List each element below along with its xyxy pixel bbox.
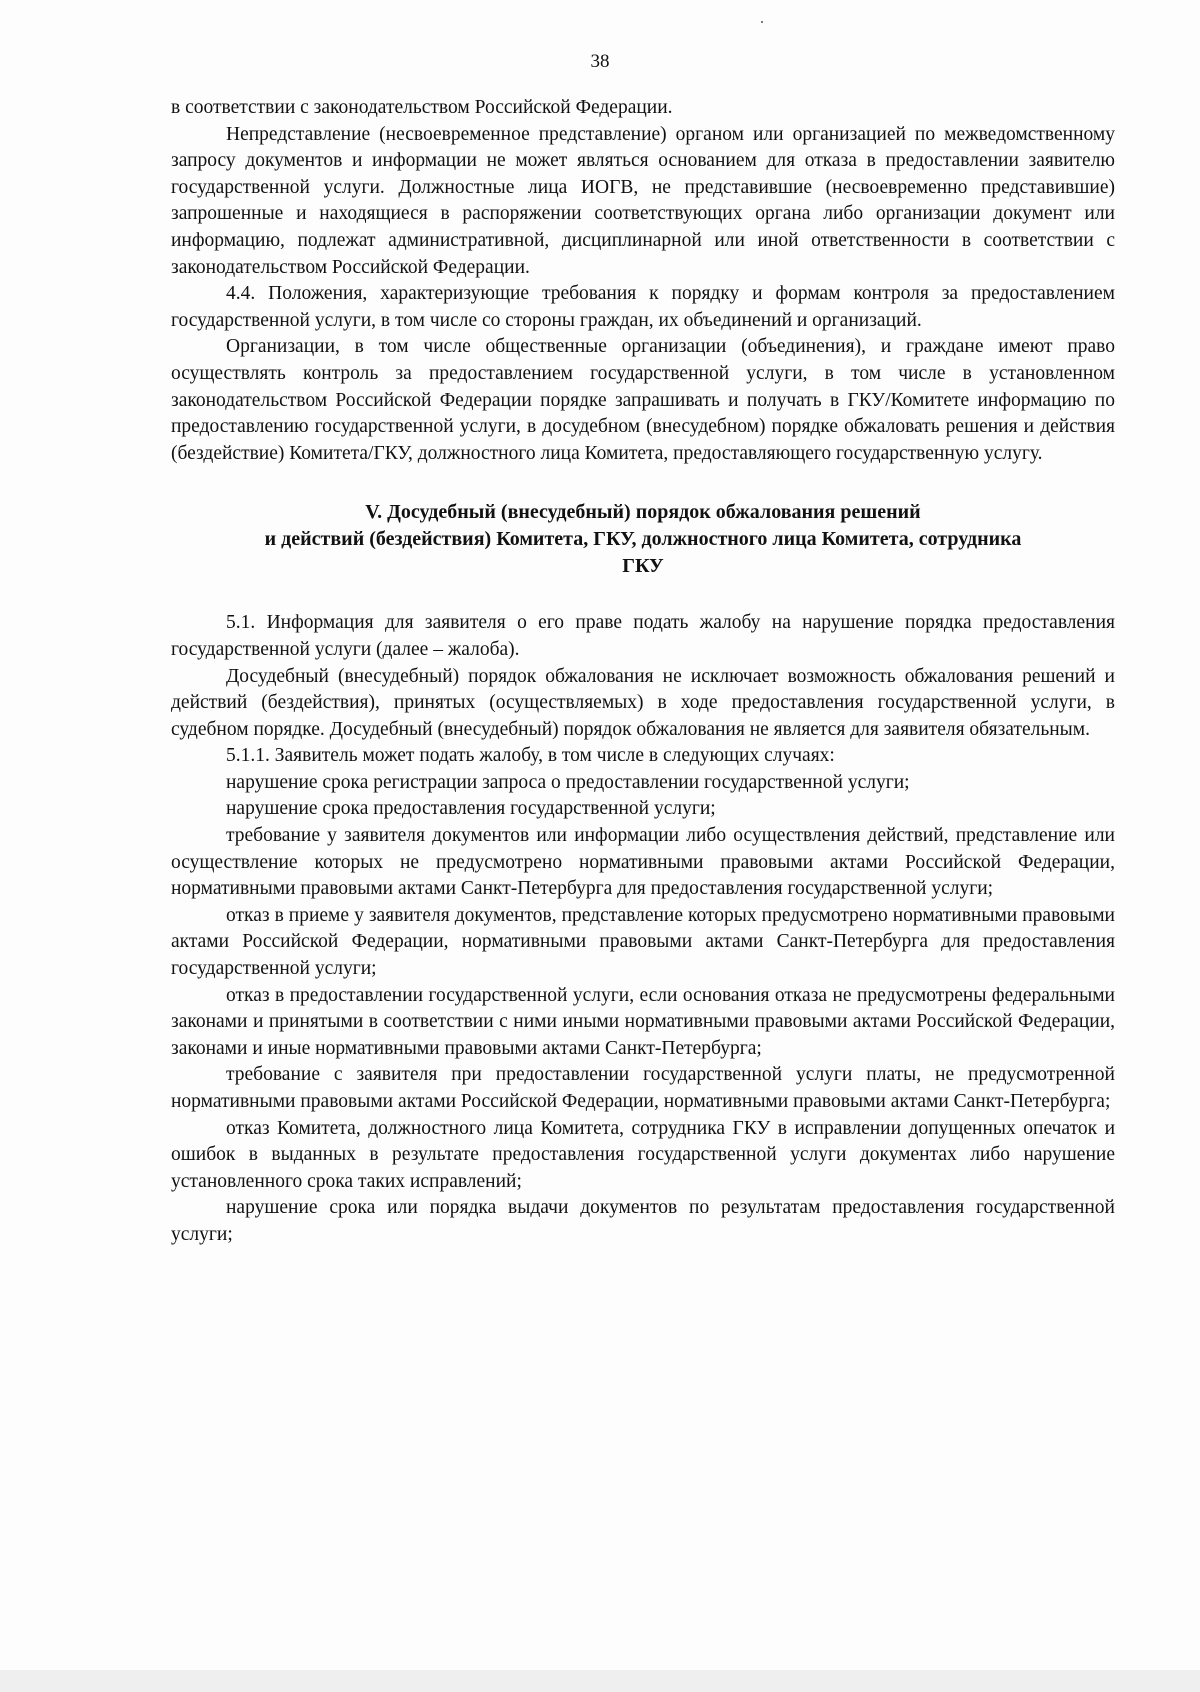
paragraph: требование у заявителя документов или информации либо осуществления действий, представление или осуществление которых не предусмотрено нормативными правовыми актами Российской Федерации, нормативными правовыми актами Санкт-Петербурга для предоставления государственной услуги; — [171, 825, 1115, 900]
section-heading-line-3: ГКУ — [622, 555, 664, 578]
paragraph: нарушение срока регистрации запроса о предоставлении государственной услуги; — [226, 771, 910, 793]
document-body — [171, 95, 1115, 1249]
paragraph: нарушение срока или порядка выдачи документов по результатам предоставления государственной услуги; — [171, 1197, 1115, 1245]
paragraphs-section-v — [171, 610, 1115, 1248]
scan-bottom-edge — [0, 1670, 1200, 1692]
paragraph: 5.1.1. Заявитель может подать жалобу, в том числе в следующих случаях: — [226, 745, 835, 767]
paragraph: отказ в предоставлении государственной услуги, если основания отказа не предусмотрены федеральными законами и принятыми в соответствии с ними иными нормативными правовыми актами Российской Федерации, законами и иные нормативными правовыми актами Санкт-Петербурга; — [171, 984, 1115, 1059]
page-number: 38 — [590, 51, 610, 72]
section-heading — [171, 499, 1115, 580]
paragraph: Непредставление (несвоевременное представление) органом или организацией по межведомственному запросу документов и информации не может являться основанием для отказа в предоставлении заявителю государственной услуги. Должностные лица ИОГВ, не представившие (несвоевременно представившие) запрошенные и находящиеся в распоряжении соответствующих органа либо организации документ или информацию, подлежат административной, дисциплинарной или иной ответственности в соответствии с законодательством Российской Федерации. — [171, 123, 1115, 278]
section-heading-line-1: V. Досудебный (внесудебный) порядок обжалования решений — [365, 501, 921, 524]
paragraph: отказ Комитета, должностного лица Комитета, сотрудника ГКУ в исправлении допущенных опечаток и ошибок в выданных в результате предоставления государственной услуги документах либо нарушение установленного срока таких исправлений; — [171, 1117, 1115, 1192]
paragraph: 5.1. Информация для заявителя о его праве подать жалобу на нарушение порядка предоставления государственной услуги (далее – жалоба). — [171, 612, 1115, 660]
paragraph: Досудебный (внесудебный) порядок обжалования не исключает возможность обжалования решений и действий (бездействия), принятых (осуществляемых) в ходе предоставления государственной услуги, в судебном порядке. Досудебный (внесудебный) порядок обжалования не является для заявителя обязательным. — [171, 665, 1115, 740]
section-heading-line-2: и действий (бездействия) Комитета, ГКУ, должностного лица Комитета, сотрудника — [264, 528, 1022, 551]
paragraph: Организации, в том числе общественные организации (объединения), и граждане имеют право осуществлять контроль за предоставлением государственной услуги, в том числе в установленном законодательством Российской Федерации порядке запрашивать и получать в ГКУ/Комитете информацию по предоставлению государственной услуги, в досудебном (внесудебном) порядке обжаловать решения и действия (бездействие) Комитета/ГКУ, должностного лица Комитета, предоставляющего государственную услугу. — [171, 336, 1115, 464]
paragraph: 4.4. Положения, характеризующие требования к порядку и формам контроля за предоставлением государственной услуги, в том числе со стороны граждан, их объединений и организаций. — [171, 283, 1115, 331]
paragraph: требование с заявителя при предоставлении государственной услуги платы, не предусмотренной нормативными правовыми актами Российской Федерации, нормативными правовыми актами Санкт-Петербурга; — [171, 1064, 1115, 1112]
scan-speck — [761, 21, 763, 23]
paragraphs-before-section — [171, 95, 1115, 467]
paragraph: отказ в приеме у заявителя документов, представление которых предусмотрено нормативными правовыми актами Российской Федерации, нормативными правовыми актами Санкт-Петербурга для предоставления государственной услуги; — [171, 904, 1115, 980]
paragraph: в соответствии с законодательством Российской Федерации. — [171, 97, 673, 118]
paragraph: нарушение срока предоставления государственной услуги; — [226, 798, 716, 820]
